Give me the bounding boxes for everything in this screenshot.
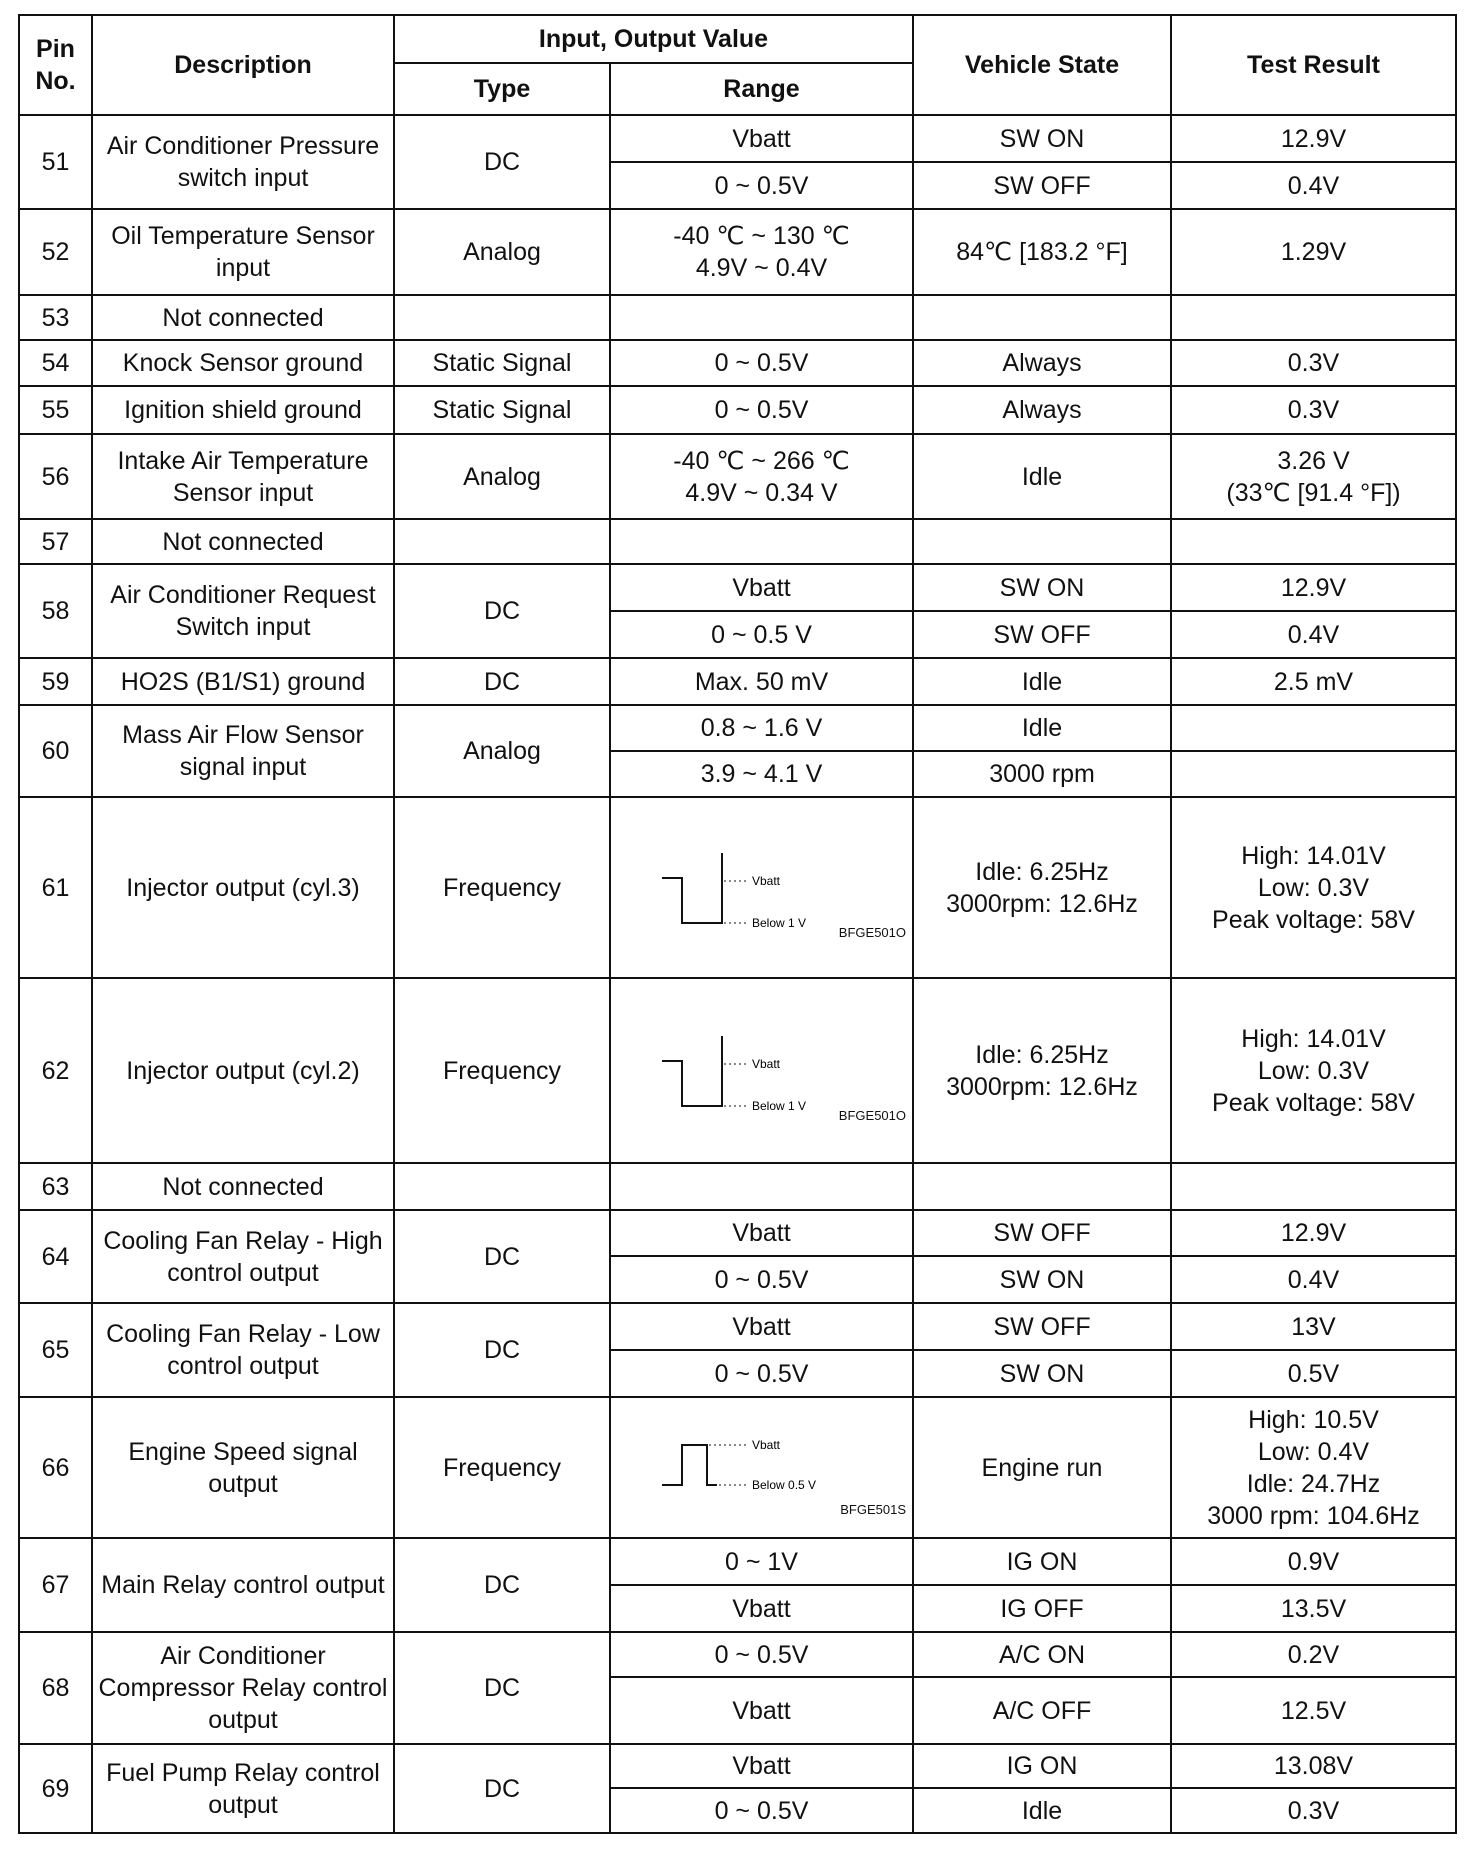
test-result: 0.9V <box>1171 1538 1456 1585</box>
pin-table <box>18 14 1457 1834</box>
vehicle-state: Idle <box>913 434 1171 519</box>
signal-type <box>394 295 610 340</box>
test-result: 0.4V <box>1171 1256 1456 1303</box>
range: 0 ~ 0.5V <box>610 1350 913 1397</box>
description: Air Conditioner Request Switch input <box>92 564 394 658</box>
table-row <box>19 1397 1456 1538</box>
vehicle-state: IG ON <box>913 1538 1171 1585</box>
pin-number: 59 <box>19 658 92 705</box>
test-result: 0.3V <box>1171 1788 1456 1833</box>
description: Air Conditioner Pressure switch input <box>92 115 394 209</box>
test-result: 0.3V <box>1171 386 1456 434</box>
description: Mass Air Flow Sensor signal input <box>92 705 394 797</box>
test-result <box>1171 1163 1456 1210</box>
pin-number: 55 <box>19 386 92 434</box>
range: Vbatt <box>610 115 913 162</box>
test-result: 1.29V <box>1171 209 1456 295</box>
table-row <box>19 115 1456 162</box>
signal-type: Analog <box>394 209 610 295</box>
test-result: 0.4V <box>1171 611 1456 658</box>
signal-type: DC <box>394 1744 610 1833</box>
pin-number: 61 <box>19 797 92 978</box>
vehicle-state: A/C OFF <box>913 1677 1171 1744</box>
vehicle-state: SW OFF <box>913 162 1171 209</box>
header-pin: Pin No. <box>19 15 92 115</box>
test-result: 0.4V <box>1171 162 1456 209</box>
description: Engine Speed signal output <box>92 1397 394 1538</box>
table-row <box>19 564 1456 611</box>
range: 0.8 ~ 1.6 V <box>610 705 913 751</box>
test-result: High: 14.01V Low: 0.3V Peak voltage: 58V <box>1171 797 1456 978</box>
vehicle-state: Always <box>913 386 1171 434</box>
test-result: 12.5V <box>1171 1677 1456 1744</box>
signal-type: Frequency <box>394 797 610 978</box>
pin-number: 67 <box>19 1538 92 1632</box>
pin-number: 54 <box>19 340 92 386</box>
range: Vbatt <box>610 564 913 611</box>
range: -40 ℃ ~ 130 ℃ 4.9V ~ 0.4V <box>610 209 913 295</box>
vehicle-state: Idle <box>913 705 1171 751</box>
waveform-diagram <box>611 833 912 953</box>
description: Fuel Pump Relay control output <box>92 1744 394 1833</box>
pin-number: 66 <box>19 1397 92 1538</box>
signal-type <box>394 1163 610 1210</box>
waveform-label-low: Below 0.5 V <box>751 1477 816 1492</box>
vehicle-state: Idle: 6.25Hz 3000rpm: 12.6Hz <box>913 797 1171 978</box>
waveform-label-low: Below 1 V <box>751 915 806 930</box>
test-result: High: 14.01V Low: 0.3V Peak voltage: 58V <box>1171 978 1456 1163</box>
vehicle-state: IG ON <box>913 1744 1171 1788</box>
test-result <box>1171 519 1456 564</box>
pin-number: 53 <box>19 295 92 340</box>
signal-type: Frequency <box>394 978 610 1163</box>
range: 0 ~ 0.5V <box>610 1632 913 1677</box>
waveform-line <box>662 853 722 923</box>
signal-type: DC <box>394 1632 610 1744</box>
description: Knock Sensor ground <box>92 340 394 386</box>
description: Oil Temperature Sensor input <box>92 209 394 295</box>
range <box>610 295 913 340</box>
description: Not connected <box>92 295 394 340</box>
signal-type <box>394 519 610 564</box>
vehicle-state: Idle: 6.25Hz 3000rpm: 12.6Hz <box>913 978 1171 1163</box>
header-type: Type <box>394 63 610 115</box>
test-result: 13.5V <box>1171 1585 1456 1632</box>
vehicle-state: SW OFF <box>913 1210 1171 1256</box>
vehicle-state <box>913 519 1171 564</box>
description: Injector output (cyl.2) <box>92 978 394 1163</box>
waveform-line <box>662 1445 717 1485</box>
range: 0 ~ 0.5V <box>610 1256 913 1303</box>
table-row <box>19 1538 1456 1585</box>
pin-number: 63 <box>19 1163 92 1210</box>
range <box>610 519 913 564</box>
signal-type: DC <box>394 1210 610 1303</box>
range: 0 ~ 0.5V <box>610 340 913 386</box>
test-result <box>1171 295 1456 340</box>
vehicle-state: SW ON <box>913 115 1171 162</box>
vehicle-state: A/C ON <box>913 1632 1171 1677</box>
pin-number: 68 <box>19 1632 92 1744</box>
description: Main Relay control output <box>92 1538 394 1632</box>
signal-type: Analog <box>394 705 610 797</box>
signal-type: DC <box>394 1303 610 1397</box>
pin-number: 52 <box>19 209 92 295</box>
vehicle-state: Engine run <box>913 1397 1171 1538</box>
table-row <box>19 1163 1456 1210</box>
range: 0 ~ 1V <box>610 1538 913 1585</box>
header-description: Description <box>92 15 394 115</box>
vehicle-state: SW OFF <box>913 1303 1171 1350</box>
table-row <box>19 705 1456 751</box>
signal-type: Static Signal <box>394 386 610 434</box>
range: 3.9 ~ 4.1 V <box>610 751 913 797</box>
range: 0 ~ 0.5 V <box>610 611 913 658</box>
range <box>610 1163 913 1210</box>
range: -40 ℃ ~ 266 ℃ 4.9V ~ 0.34 V <box>610 434 913 519</box>
test-result: 0.2V <box>1171 1632 1456 1677</box>
range: 0 ~ 0.5V <box>610 162 913 209</box>
vehicle-state: SW ON <box>913 1256 1171 1303</box>
waveform-cell <box>610 797 913 978</box>
description: Air Conditioner Compressor Relay control output <box>92 1632 394 1744</box>
pin-number: 62 <box>19 978 92 1163</box>
test-result: 12.9V <box>1171 1210 1456 1256</box>
range: 0 ~ 0.5V <box>610 386 913 434</box>
vehicle-state: 3000 rpm <box>913 751 1171 797</box>
range: 0 ~ 0.5V <box>610 1788 913 1833</box>
description: Ignition shield ground <box>92 386 394 434</box>
pin-number: 57 <box>19 519 92 564</box>
description: Intake Air Temperature Sensor input <box>92 434 394 519</box>
test-result <box>1171 751 1456 797</box>
vehicle-state: Always <box>913 340 1171 386</box>
test-result: High: 10.5V Low: 0.4V Idle: 24.7Hz 3000 rpm: 104.6Hz <box>1171 1397 1456 1538</box>
header-test-result: Test Result <box>1171 15 1456 115</box>
waveform-label-high: Vbatt <box>751 1056 780 1071</box>
table-row <box>19 797 1456 978</box>
table-row <box>19 386 1456 434</box>
vehicle-state: Idle <box>913 658 1171 705</box>
table-row <box>19 978 1456 1163</box>
test-result: 0.5V <box>1171 1350 1456 1397</box>
description: Not connected <box>92 1163 394 1210</box>
pin-number: 69 <box>19 1744 92 1833</box>
figure-code: BFGE501O <box>838 924 906 940</box>
test-result: 12.9V <box>1171 115 1456 162</box>
range: Vbatt <box>610 1303 913 1350</box>
signal-type: DC <box>394 658 610 705</box>
range: Vbatt <box>610 1744 913 1788</box>
range: Max. 50 mV <box>610 658 913 705</box>
signal-type: Static Signal <box>394 340 610 386</box>
table-row <box>19 434 1456 519</box>
test-result: 0.3V <box>1171 340 1456 386</box>
table-row <box>19 295 1456 340</box>
vehicle-state <box>913 295 1171 340</box>
waveform-label-high: Vbatt <box>751 873 780 888</box>
header-vehicle-state: Vehicle State <box>913 15 1171 115</box>
table-row <box>19 209 1456 295</box>
test-result: 12.9V <box>1171 564 1456 611</box>
waveform-cell <box>610 978 913 1163</box>
signal-type: DC <box>394 564 610 658</box>
signal-type: Analog <box>394 434 610 519</box>
test-result: 3.26 V (33℃ [91.4 °F]) <box>1171 434 1456 519</box>
signal-type: DC <box>394 115 610 209</box>
table-row <box>19 1303 1456 1350</box>
vehicle-state: IG OFF <box>913 1585 1171 1632</box>
waveform-label-low: Below 1 V <box>751 1098 806 1113</box>
header-range: Range <box>610 63 913 115</box>
vehicle-state: SW OFF <box>913 611 1171 658</box>
vehicle-state: SW ON <box>913 1350 1171 1397</box>
test-result: 13.08V <box>1171 1744 1456 1788</box>
pin-number: 56 <box>19 434 92 519</box>
waveform-label-high: Vbatt <box>751 1437 780 1452</box>
vehicle-state: SW ON <box>913 564 1171 611</box>
figure-code: BFGE501S <box>840 1501 906 1517</box>
waveform-line <box>662 1036 722 1106</box>
vehicle-state <box>913 1163 1171 1210</box>
pin-number: 60 <box>19 705 92 797</box>
figure-code: BFGE501O <box>838 1107 906 1123</box>
description: HO2S (B1/S1) ground <box>92 658 394 705</box>
table-row <box>19 658 1456 705</box>
table-row <box>19 1632 1456 1677</box>
vehicle-state: Idle <box>913 1788 1171 1833</box>
test-result: 2.5 mV <box>1171 658 1456 705</box>
test-result: 13V <box>1171 1303 1456 1350</box>
table-row <box>19 519 1456 564</box>
signal-type: Frequency <box>394 1397 610 1538</box>
table-body <box>19 115 1456 1833</box>
range: Vbatt <box>610 1210 913 1256</box>
description: Cooling Fan Relay - Low control output <box>92 1303 394 1397</box>
description: Injector output (cyl.3) <box>92 797 394 978</box>
pin-number: 64 <box>19 1210 92 1303</box>
pin-number: 58 <box>19 564 92 658</box>
waveform-diagram <box>611 1410 912 1530</box>
table-row <box>19 340 1456 386</box>
description: Cooling Fan Relay - High control output <box>92 1210 394 1303</box>
test-result <box>1171 705 1456 751</box>
signal-type: DC <box>394 1538 610 1632</box>
header-io-value: Input, Output Value <box>394 15 913 63</box>
description: Not connected <box>92 519 394 564</box>
table-row <box>19 1744 1456 1788</box>
pin-number: 51 <box>19 115 92 209</box>
vehicle-state: 84℃ [183.2 °F] <box>913 209 1171 295</box>
range: Vbatt <box>610 1585 913 1632</box>
range: Vbatt <box>610 1677 913 1744</box>
table-row <box>19 1210 1456 1256</box>
pin-number: 65 <box>19 1303 92 1397</box>
waveform-diagram <box>611 1016 912 1136</box>
waveform-cell <box>610 1397 913 1538</box>
